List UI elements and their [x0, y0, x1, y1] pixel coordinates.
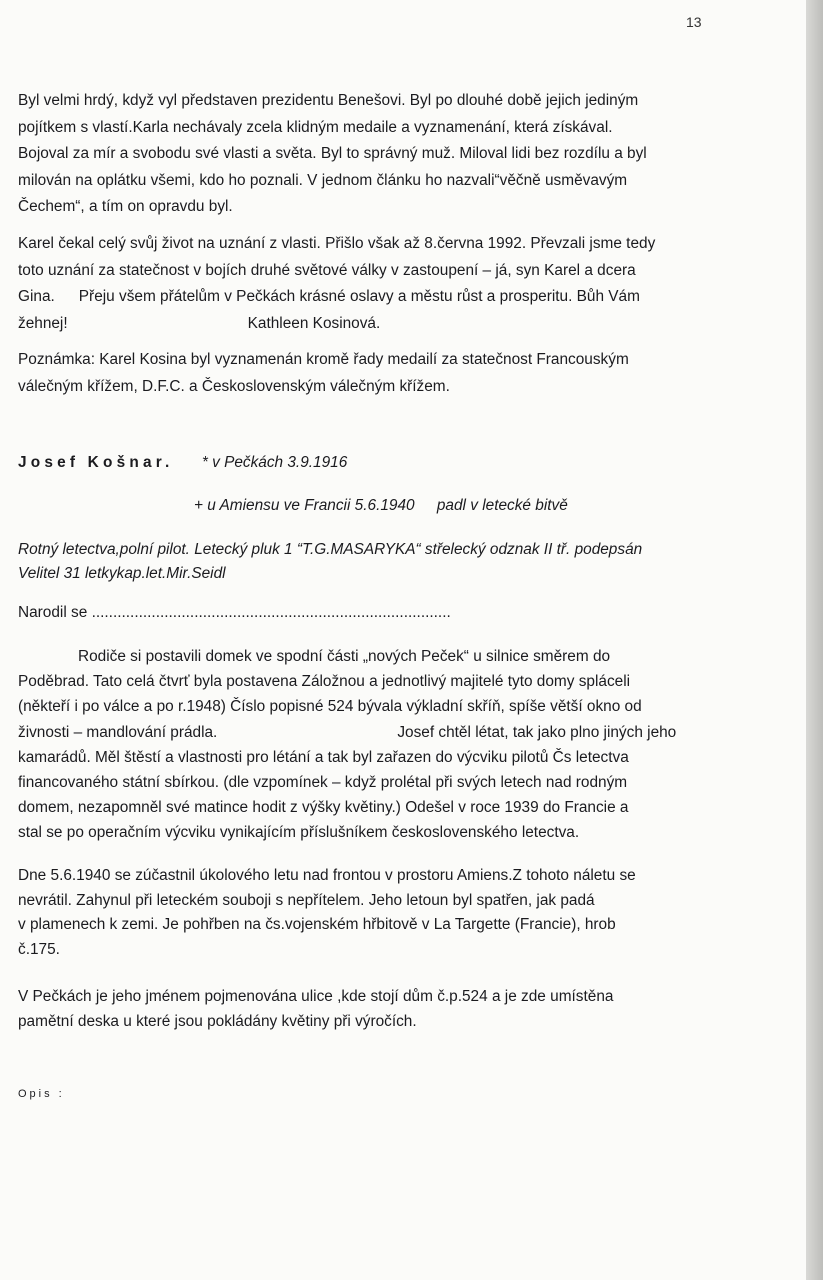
paragraph-recognition [18, 231, 698, 337]
text-line: (někteří i po válce a po r.1948) Číslo popisné 524 bývala výkladní skříň, spíše větší okno od [18, 698, 642, 716]
signature-name: Kathleen Kosinová. [247, 314, 381, 332]
text-line: milován na oplátku všemi, kdo ho poznali. V jednom článku ho nazvali“věčně usměvavým [18, 171, 628, 189]
text-line: stal se po operačním výcviku vynikajícím příslušníkem československého letectva. [18, 824, 580, 842]
page-edge-shadow [806, 0, 823, 1280]
text-fragment: Gina. [18, 288, 55, 305]
text-line: Dne 5.6.1940 se zúčastnil úkolového letu nad frontou v prostoru Amiens.Z tohoto náletu se [18, 867, 636, 884]
text-fragment: Josef chtěl létat, tak jako plno jiných jeho [397, 723, 677, 741]
paragraph-memorial [18, 984, 698, 1034]
text-line: V Pečkách je jeho jménem pojmenována ulice ,kde stojí dům č.p.524 a je zde umístěna [18, 988, 614, 1005]
footer-label: Opis : [18, 1088, 65, 1100]
text-line [18, 644, 698, 669]
text-line [18, 284, 698, 311]
text-line: Čechem“, a tím on opravdu byl. [18, 198, 233, 215]
text-line: Karel čekal celý svůj život na uznání z vlasti. Přišlo však až 8.června 1992. Převzali jsme tedy [18, 235, 656, 252]
text-line: v plamenech k zemi. Je pohřben na čs.vojenském hřbitově v La Targette (Francie), hrob [18, 916, 616, 933]
paragraph-benes [18, 88, 698, 221]
text-fragment: Přeju všem přátelům v Pečkách krásné oslavy a městu růst a prosperitu. Bůh Vám [78, 288, 640, 305]
death-info [194, 497, 568, 515]
record-header [18, 454, 347, 472]
person-name: Josef Košnar. [18, 454, 174, 471]
rank-info [18, 538, 642, 586]
text-fragment: živnosti – mandlování prádla. [18, 723, 218, 741]
text-line: pamětní deska u které jsou pokládány květiny při výročích. [18, 1013, 417, 1030]
birth-info: * v Pečkách 3.9.1916 [201, 454, 348, 471]
text-line: válečným křížem, D.F.C. a Československým válečným křížem. [18, 377, 450, 395]
text-line: Velitel 31 letkykap.let.Mir.Seidl [18, 565, 226, 582]
text-fragment: žehnej! [18, 314, 68, 332]
text-line: č.175. [18, 940, 60, 958]
text-line: toto uznání za statečnost v bojích druhé světové války v zastoupení – já, syn Karel a dcera [18, 261, 636, 279]
text-line [18, 720, 698, 745]
text-line [18, 311, 698, 338]
text-line: financovaného státní sbírkou. (dle vzpomínek – když prolétal při svých letech nad rodným [18, 774, 628, 792]
text-line: Rotný letectva,polní pilot. Letecký pluk 1 “T.G.MASARYKA“ střelecký odznak II tř. podepsán [18, 541, 643, 558]
born-label: Narodil se .................................................................................... [18, 604, 451, 621]
text-line: kamarádů. Měl štěstí a vlastnosti pro létání a tak byl zařazen do výcviku pilotů Čs letectva [18, 748, 629, 766]
text-line: Poznámka: Karel Kosina byl vyznamenán kromě řady medailí za statečnost Francouským [18, 351, 629, 368]
paragraph-parents [18, 644, 698, 846]
text-line: pojítkem s vlastí.Karla nechávaly zcela klidným medaile a vyznamenání, která získával. [18, 118, 613, 136]
paragraph-mission [18, 864, 698, 962]
text-line: nevrátil. Zahynul při leteckém souboji s nepřítelem. Jeho letoun byl spatřen, jak padá [18, 891, 595, 909]
death-note: padl v letecké bitvě [436, 497, 568, 514]
text-line: Poděbrad. Tato celá čtvrť byla postavena Záložnou a jednotlivý majitelé tyto domy spláceli [18, 673, 631, 691]
text-line: domem, nezapomněl své matince hodit z výšky květiny.) Odešel v roce 1939 do Francie a [18, 799, 629, 817]
paragraph-note [18, 347, 698, 400]
death-date-place: + u Amiensu ve Francii 5.6.1940 [194, 497, 415, 514]
page-number: 13 [686, 14, 702, 30]
text-fragment: Rodiče si postavili domek ve spodní části „nových Peček“ u silnice směrem do [78, 648, 611, 665]
text-line: Byl velmi hrdý, když vyl představen prezidentu Benešovi. Byl po dlouhé době jejich jediným [18, 92, 639, 109]
text-line: Bojoval za mír a svobodu své vlasti a světa. Byl to správný muž. Miloval lidi bez rozdílu a byl [18, 145, 647, 162]
